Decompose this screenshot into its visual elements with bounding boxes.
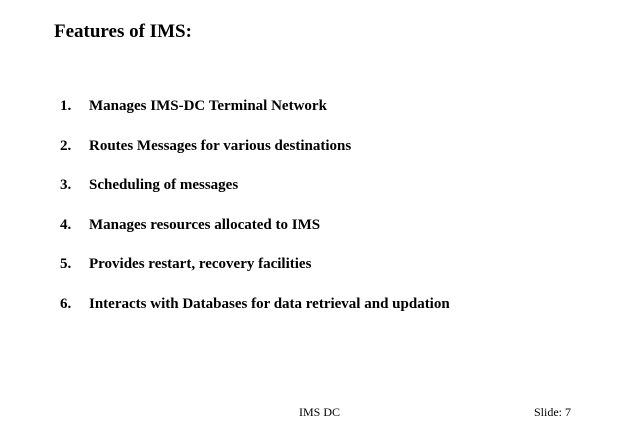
list-item-number: 1. — [60, 98, 72, 114]
list-item-number: 5. — [60, 256, 72, 272]
list-item-text: Scheduling of messages — [89, 177, 239, 193]
list-item-text: Manages IMS-DC Terminal Network — [89, 98, 327, 114]
list-item-text: Manages resources allocated to IMS — [89, 216, 321, 233]
list-item-text: Provides restart, recovery facilities — [89, 256, 312, 272]
slide-title: Features of IMS: — [54, 21, 192, 42]
list-item-number: 4. — [60, 216, 72, 233]
list-item-text: Routes Messages for various destinations — [89, 137, 352, 154]
footer-title: IMS DC — [299, 405, 341, 419]
list-item-number: 3. — [60, 177, 72, 193]
list-item-text: Interacts with Databases for data retrieval and updation — [89, 295, 450, 312]
list-item-number: 6. — [60, 295, 72, 312]
slide-number: Slide: 7 — [534, 405, 572, 419]
list-item-number: 2. — [60, 137, 72, 154]
